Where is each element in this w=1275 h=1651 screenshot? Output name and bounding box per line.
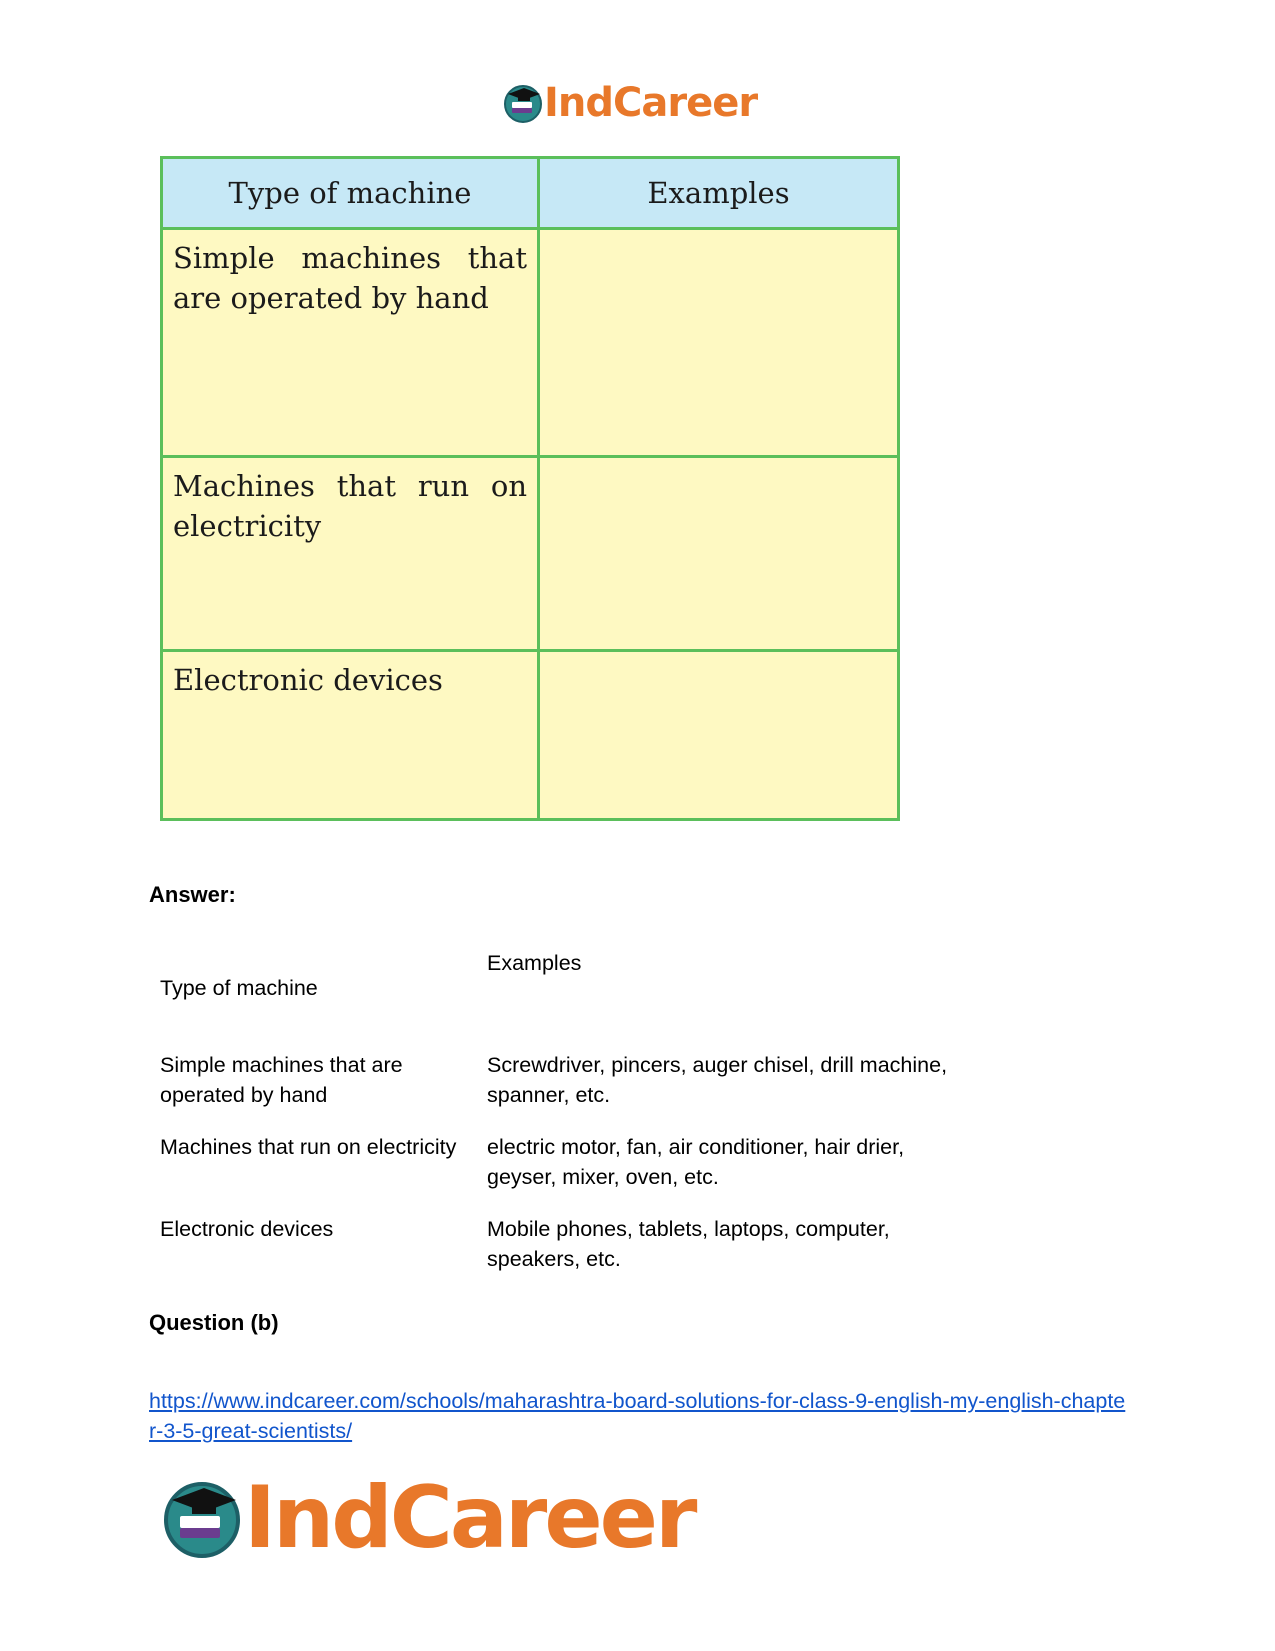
indcareer-logo-top: [502, 80, 757, 126]
source-link[interactable]: https://www.indcareer.com/schools/maharashtra-board-solutions-for-class-9-english-my-english-chapter-3-5-great-scientists/: [149, 1389, 1126, 1443]
answer-examples-cell: Screwdriver, pincers, auger chisel, drill machine, spanner, etc.: [487, 1053, 948, 1107]
answer-type-cell: Simple machines that are operated by hand: [160, 1053, 403, 1107]
question-table-type-cell: Electronic devices: [162, 651, 539, 820]
question-table-examples-cell: [539, 457, 899, 651]
answer-header-type: Type of machine: [160, 976, 318, 1000]
question-table-header-examples: Examples: [539, 158, 899, 229]
answer-type-cell: Machines that run on electricity: [160, 1135, 457, 1159]
brand-name: IndCareer: [244, 1468, 695, 1568]
question-table-type-cell: Machines that run on electricity: [162, 457, 539, 651]
question-table-row: [162, 457, 899, 651]
brand-name: IndCareer: [544, 80, 758, 126]
answer-type-cell: Electronic devices: [160, 1217, 334, 1241]
indcareer-logo-bottom: [160, 1468, 694, 1568]
question-table-row: [162, 651, 899, 820]
question-table-row: [162, 229, 899, 457]
graduation-globe-icon: [502, 82, 544, 124]
question-table-examples-cell: [539, 229, 899, 457]
question-table-examples-cell: [539, 651, 899, 820]
answer-examples-cell: electric motor, fan, air conditioner, hair drier, geyser, mixer, oven, etc.: [487, 1135, 905, 1189]
answer-examples-cell: Mobile phones, tablets, laptops, computer, speakers, etc.: [487, 1217, 890, 1271]
question-table-type-cell: Simple machines that are operated by hand: [162, 229, 539, 457]
question-table-header-type: Type of machine: [162, 158, 539, 229]
answer-heading: Answer:: [149, 882, 236, 907]
answer-header-examples: Examples: [487, 951, 582, 975]
graduation-globe-icon: [160, 1476, 244, 1560]
question-b-heading: Question (b): [149, 1310, 279, 1335]
question-table: [160, 156, 900, 821]
